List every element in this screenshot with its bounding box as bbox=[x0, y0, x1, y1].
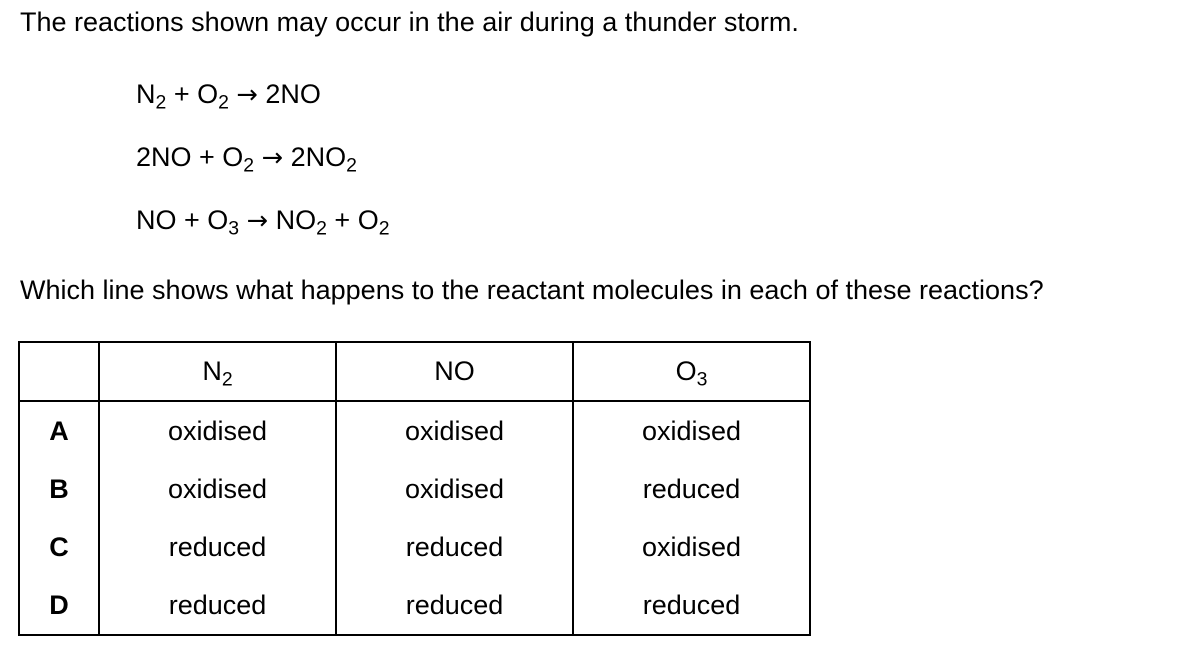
equation-1 bbox=[136, 77, 321, 112]
answer-table bbox=[18, 341, 811, 636]
option-row-c[interactable] bbox=[19, 518, 810, 576]
option-row-a[interactable] bbox=[19, 401, 810, 460]
header-blank-cell bbox=[19, 342, 99, 401]
subscript: 2 bbox=[378, 217, 390, 240]
table-cell: reduced bbox=[336, 576, 573, 635]
subscript: 2 bbox=[346, 154, 357, 177]
formula-text: 2NO + O bbox=[136, 142, 244, 172]
subscript: 2 bbox=[316, 217, 327, 240]
table-cell: oxidised bbox=[641, 531, 742, 562]
option-label: B bbox=[19, 460, 99, 518]
option-label: D bbox=[19, 576, 99, 635]
table-cell: oxidised bbox=[336, 460, 573, 518]
table-cell: oxidised bbox=[99, 401, 336, 460]
option-row-d[interactable] bbox=[19, 576, 810, 635]
header-o3: $O_3$ bbox=[573, 342, 810, 401]
equation-2 bbox=[136, 140, 357, 175]
table-cell: oxidised bbox=[99, 460, 336, 518]
table-cell: reduced bbox=[642, 589, 741, 620]
table-header-row bbox=[19, 342, 810, 401]
formula-text bbox=[239, 205, 247, 235]
equation-3 bbox=[136, 203, 390, 238]
header-n2: $N_2$ bbox=[99, 342, 336, 401]
formula-text: 2NO bbox=[257, 79, 321, 109]
table-cell: reduced bbox=[642, 473, 741, 504]
option-label: C bbox=[19, 518, 99, 576]
formula-text: + O bbox=[166, 79, 219, 109]
reaction-arrow-icon: → bbox=[261, 143, 284, 173]
subscript: 3 bbox=[228, 217, 240, 240]
formula-text bbox=[254, 142, 262, 172]
formula-text: + O bbox=[326, 205, 379, 235]
formula-text: N bbox=[136, 79, 156, 109]
reaction-arrow-icon: → bbox=[246, 206, 269, 236]
table-cell: oxidised bbox=[336, 401, 573, 460]
reaction-arrow-icon: → bbox=[236, 80, 258, 110]
option-row-b[interactable] bbox=[19, 460, 810, 518]
header-no: NO bbox=[336, 342, 573, 401]
table-cell: oxidised bbox=[641, 415, 742, 446]
table-cell: reduced bbox=[336, 518, 573, 576]
subscript: 2 bbox=[218, 91, 229, 114]
option-label: A bbox=[19, 401, 99, 460]
formula-text: NO bbox=[268, 205, 317, 235]
subscript: 2 bbox=[243, 154, 255, 177]
subscript: 2 bbox=[155, 91, 167, 114]
formula-text: 2NO bbox=[283, 142, 347, 172]
question-intro: The reactions shown may occur in the air during a thunder storm. bbox=[20, 7, 799, 37]
question-text: Which line shows what happens to the reactant molecules in each of these reactions? bbox=[20, 275, 1044, 305]
table-cell: reduced bbox=[99, 518, 336, 576]
table-cell: reduced bbox=[99, 576, 336, 635]
formula-text: NO + O bbox=[136, 205, 229, 235]
